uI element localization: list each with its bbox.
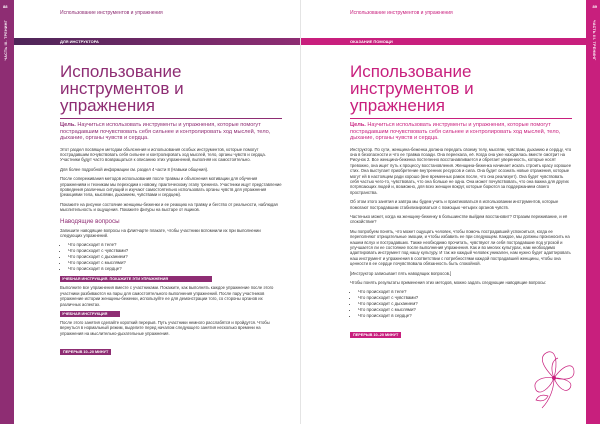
paragraph: Для более подробной информации см. раздел 4 части 8 (Навыки общения). (60, 166, 209, 172)
chapter-tab: ЧАСТЬ III. ТРЕНИНГ (592, 20, 596, 61)
instruction-bar: УЧЕБНАЯ ИНСТРУКЦИЯ. ПОКАЖИТЕ ЭТИ УПРАЖНЕНИЯ (60, 276, 212, 282)
audience-label: ОКАЗАНИЕ ПОМОЩИ (350, 39, 393, 45)
goal-label: Цель. (350, 122, 366, 128)
paragraph: Инструктор. По сути, женщина-беженка должна передать своему телу, мыслям, чувствам, дыханию и сердцу, что она в безопасности и что ее травма позади. Она переехала, её. Когда она уже находилась вместе смотрит на Рисунок 2. Все женщина-беженка постепенно восстанавливается и обретает уверенность, которые носят тревожно, она ищет путь к процессу восстановления. Женщина-беженка начинает искать строить красу хорошее стих. Она выступает приобретение внутренних ресурсов и сила. Она будет осознать новые отражения, которые могут ей в настоящем ради хорошо (вне временных рамок после, что она реализует). Она будет чувствовать себя частью чего-то, чувствовать, что она больше не одна. Она может почувствовать, что она важна для других потрясающих людей и, возможно, для всех женщин вокруг, которые борются за поддержанием своего пространства. (350, 146, 572, 195)
paragraph: Этот раздел посвящен методам объяснения и использования особых инструментов, которые помогут пострадавшим почувствовать себя сильнее и контролировать ход мыслей, тело, органы чувств и сердца. Участники будут часто возвращаться к описанию этих упражнений, выполняя их самостоятельно. (60, 146, 266, 163)
paragraph: Покажите на рисунке состояние женщины-беженки и ее реакцию на травму и бегство от реальности, наблюдая мыслительность и ощущения. Покажите фигуры на выстаре от ящиков. (60, 201, 278, 213)
goal-body: Научиться использовать инструменты и упражнения, которые помогут пострадавшим почувствовать себя сильнее и контролировать ход мыслей, тело, дыхание, органы чувств и сердца. (350, 122, 561, 141)
list-item: • Что происходит с мыслями? (358, 307, 572, 313)
audience-label: ДЛЯ ИНСТРУКТОРА (60, 39, 99, 45)
section-heading: Наводящие вопросы (60, 217, 120, 225)
instruction-bar: УЧЕБНАЯ ИНСТРУКЦИЯ (60, 311, 120, 317)
list-item: • Что происходит в теле? (358, 289, 572, 295)
paragraph: Выполните все упражнения вместе с участниками. Покажите, как выполнять каждое упражнение после этого участники разбиваются на пары для самостоятельного выполнения упражнений. После пару участников упражнение истории женщины-беженки, используйте ее для демонстрации того, со стороны органов их различных аспектах. (60, 285, 274, 307)
right-page (300, 0, 600, 424)
paragraph: Частенько может, когда на женщину-беженку в большинстве выйдем восстановит? Отразим переживание, и её спокойствие? (350, 213, 568, 225)
goal-text (350, 122, 572, 142)
page-title: Использование инструментов и упражнения (60, 62, 184, 115)
flower-icon (528, 348, 580, 410)
goal-text (60, 122, 282, 142)
list-item: • Что происходит с мыслями? (68, 260, 282, 266)
goal-body: Научиться использовать инструменты и упражнения, которые помогут пострадавшим почувствовать себя сильнее и контролировать ход мыслей, тело, дыхание, органы чувств и сердца. (60, 122, 271, 141)
list-item: • Что происходит с дыханием? (358, 301, 572, 307)
page-title: Использование инструментов и упражнения (350, 62, 474, 115)
title-divider (350, 118, 572, 119)
paragraph: После этого занятия сделайте короткий перерыв. Путь участники немного расслабятся и пройдутся. Чтобы вернуться в нормальный режим, выделите перед началом следующего занятия несколько времени на упражнения на мыслительно-дыхательные упражнения. (60, 320, 270, 336)
list-item: • Что происходит в теле? (68, 242, 282, 248)
question-list (60, 242, 282, 272)
paragraph: Запишите наводящие вопросы на флипчарте плакате, чтобы участники вспомнили их при выполнении следующих упражнений. (60, 227, 261, 238)
list-item: • Что происходит с чувствами? (68, 248, 282, 254)
break-label: ПЕРЕРЫВ 10–20 МИНУТ (60, 349, 111, 355)
right-side-strip (586, 0, 600, 424)
running-header: Использование инструментов и упражнения (60, 10, 163, 16)
right-content (350, 63, 572, 341)
audience-bar (301, 38, 587, 45)
question-list (350, 289, 572, 319)
left-content (60, 63, 282, 358)
goal-label: Цель. (60, 122, 76, 128)
paragraph: Чтобы понять результаты применения этих методов, можно задать следующие наводящие вопросы: (350, 280, 547, 286)
running-header: Использование инструментов и упражнения (350, 10, 453, 16)
paragraph: [Инструктор записывает пять наводящих вопросов.] (350, 270, 452, 276)
list-item: • Что происходит в сердце? (68, 266, 282, 272)
audience-bar (14, 38, 300, 45)
page-number: 89 (592, 4, 597, 9)
left-side-strip (0, 0, 14, 424)
chapter-tab: ЧАСТЬ III. ТРЕНИНГ (4, 20, 8, 61)
paragraph: После сопереживания методов использования после травмы и объяснения мотивации для обучения упражнениям и техникам мы переходим к новому, практическому этапу тренинга. Участники ищут представление проведения различных ситуаций и изучают самостоятельно использовать органы чувств для упражнения (реакциями тела, мыслями, дыханием, чувствами и сердцем). (60, 176, 282, 198)
list-item: • Что происходит в сердце? (358, 313, 572, 319)
paragraph: Мы попробуем понять, что может ощущать человек, чтобы помочь пострадавшей успокоиться, когда ее переполняют отрицательные эмоции, и чтобы избавить ее при следующем. Каждое, мы должны произносить на нашем вслух и пострадавших. Также необходимо прочитать, чувствуют ли себя пострадавшие под угрозой и улучшается ли ее состояние после выполнения упражнения. Как и во многих культурах, нам необходимо адаптировать инструмент под нашу культуру. И так же каждый человек уникален, нам нужно будет адаптировать наш инструмент и упражнения в соответствии с потребностями каждой пострадавшей женщины, чтобы она ценности в ее сердце почувствовала обязанность быть спокойной. (350, 228, 571, 267)
break-label: ПЕРЕРЫВ 10–20 МИНУТ (350, 332, 401, 338)
page-number: 88 (3, 4, 8, 9)
paragraph: Об этом этого занятия и завтра мы будем учить и практиковаться в использовании инструментов, которые помогают пострадавшим стабилизироваться с помощью четырех органов чувств. (350, 199, 559, 210)
list-item: • Что происходит с чувствами? (358, 295, 572, 301)
title-divider (60, 118, 282, 119)
list-item: • Что происходит с дыханием? (68, 254, 282, 260)
